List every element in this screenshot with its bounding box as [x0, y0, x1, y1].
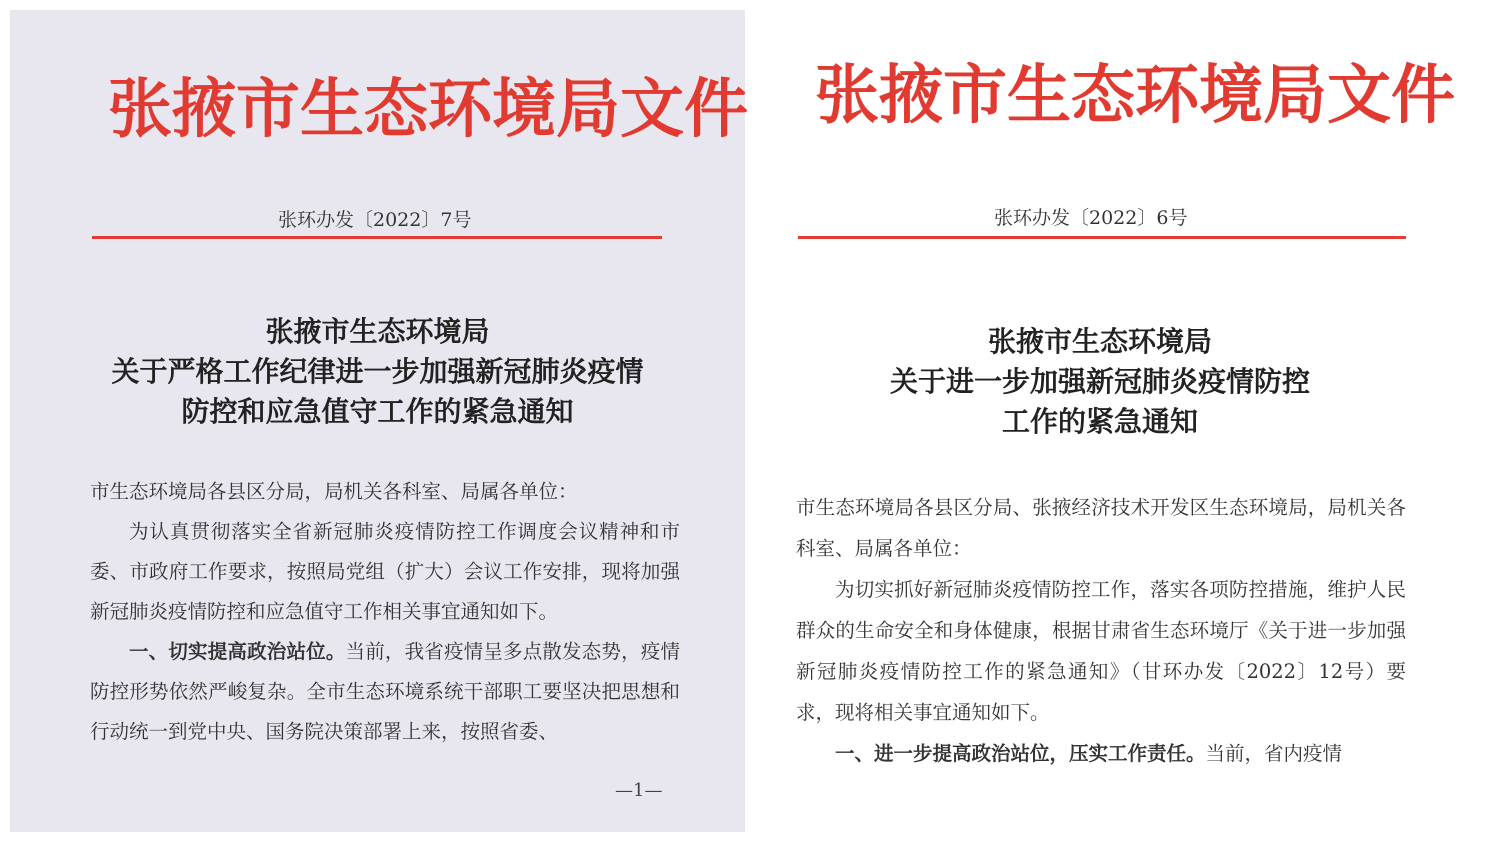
document-title	[790, 322, 1410, 442]
title-line: 关于严格工作纪律进一步加强新冠肺炎疫情	[111, 355, 644, 388]
page-number: —1—	[615, 780, 663, 801]
red-divider-line	[798, 236, 1406, 239]
document-number: 张环办发〔2022〕7号	[278, 209, 472, 231]
document-title	[70, 312, 685, 432]
section-heading: 一、切实提高政治站位。	[129, 640, 346, 663]
document-header: 张掖市生态环境局文件	[815, 59, 1455, 133]
title-line: 工作的紧急通知	[1001, 405, 1198, 438]
section-heading: 一、进一步提高政治站位，压实工作责任。	[835, 742, 1206, 765]
intro-paragraph: 为切实抓好新冠肺炎疫情防控工作，落实各项防控措施，维护人民群众的生命安全和身体健康，根据甘肃省生态环境厅《关于进一步加强新冠肺炎疫情防控工作的紧急通知》（甘环办发〔2022〕12号）要求，现将相关事宜通知如下。	[796, 578, 1406, 724]
intro-paragraph: 为认真贯彻落实全省新冠肺炎疫情防控工作调度会议精神和市委、市政府工作要求，按照局党组（扩大）会议工作安排，现将加强新冠肺炎疫情防控和应急值守工作相关事宜通知如下。	[90, 520, 680, 623]
section-paragraph	[796, 733, 1406, 774]
section-paragraph	[90, 632, 680, 752]
document-number: 张环办发〔2022〕6号	[994, 207, 1188, 229]
section-text: 当前，省内疫情	[1205, 742, 1343, 765]
section-text: 当前，我省疫情呈多点散发态势，疫情防控形势依然严峻复杂。全市生态环境系统干部职工要坚决把思想和行动统一到党中央、国务院决策部署上来，按照省委、	[90, 640, 680, 743]
right-document-page	[760, 10, 1490, 832]
title-line: 防控和应急值守工作的紧急通知	[181, 395, 574, 428]
title-line: 张掖市生态环境局	[987, 325, 1212, 358]
document-header: 张掖市生态环境局文件	[108, 73, 748, 147]
salutation: 市生态环境局各县区分局、张掖经济技术开发区生态环境局，局机关各科室、局属各单位：	[796, 496, 1406, 560]
salutation: 市生态环境局各县区分局，局机关各科室、局属各单位：	[90, 480, 578, 503]
document-body	[796, 487, 1406, 774]
left-document-page	[10, 10, 748, 832]
title-line: 张掖市生态环境局	[265, 315, 490, 348]
title-line: 关于进一步加强新冠肺炎疫情防控	[889, 365, 1310, 398]
red-divider-line	[92, 236, 662, 239]
document-body	[90, 472, 680, 752]
